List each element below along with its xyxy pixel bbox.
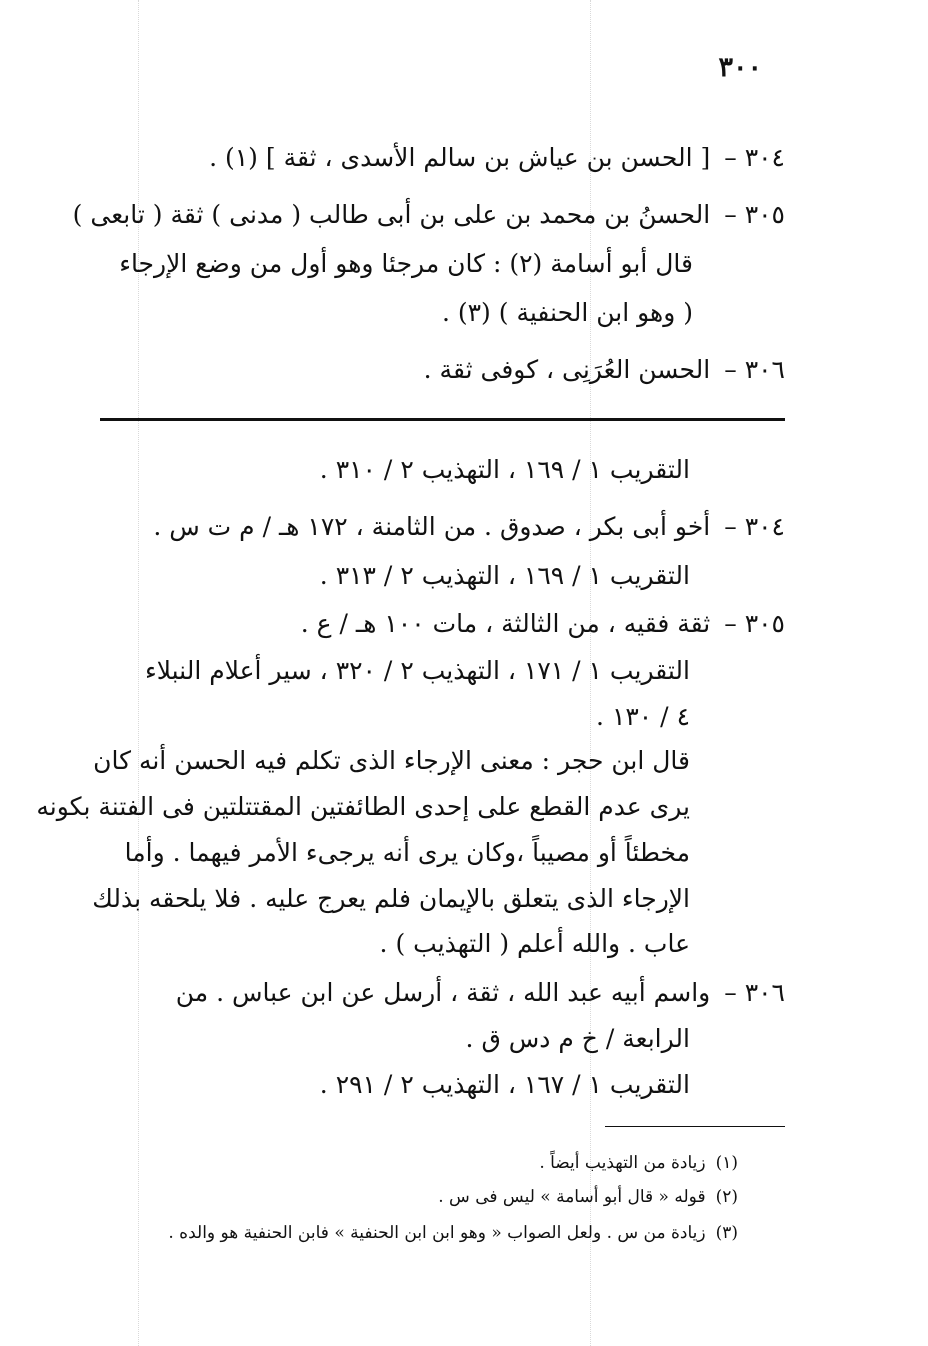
note-line <box>36 794 690 819</box>
footnote-2 <box>438 1189 738 1206</box>
entry-number: ٣٠٦ – <box>724 355 785 384</box>
note-line <box>320 563 690 588</box>
note-text: ثقة فقيه ، من الثالثة ، مات ١٠٠ هـ / ع . <box>300 609 711 638</box>
note-text: التقريب ١ / ١٦٧ ، التهذيب ٢ / ٢٩١ . <box>319 1070 690 1099</box>
footnote-1 <box>539 1155 738 1172</box>
entry-number: ٣٠٥ – <box>724 200 785 229</box>
note-text: مخطئاً أو مصيباً ،وكان يرى أنه يرجىء الأمر فيهما . وأما <box>124 838 690 867</box>
entry-number: ٣٠٥ – <box>724 609 785 638</box>
note-line <box>380 931 690 956</box>
note-line <box>466 1026 690 1051</box>
note-text: التقريب ١ / ١٦٩ ، التهذيب ٢ / ٣١٠ . <box>319 455 690 484</box>
main-line-305-cont-1 <box>119 251 693 276</box>
note-line <box>145 658 690 683</box>
main-line-304 <box>209 145 785 170</box>
note-text: الرابعة / خ م دس ق . <box>465 1024 690 1053</box>
note-line <box>320 457 690 482</box>
separator-rule <box>100 418 785 421</box>
note-text: الإرجاء الذى يتعلق بالإيمان فلم يعرج عليه . فلا يلحقه بذلك <box>92 884 690 913</box>
entry-text: الحسنُ بن محمد بن على بن أبى طالب ( مدنى ) ثقة ( تابعى ) <box>72 200 711 229</box>
entry-number: ٣٠٤ – <box>724 143 785 172</box>
footnote-3 <box>168 1225 738 1242</box>
note-text: قال ابن حجر : معنى الإرجاء الذى تكلم فيه الحسن أنه كان <box>93 746 690 775</box>
note-line <box>92 886 690 911</box>
note-line-306 <box>176 980 785 1005</box>
footnote-number: (٢) <box>715 1187 738 1207</box>
note-text: التقريب ١ / ١٧١ ، التهذيب ٢ / ٣٢٠ ، سير أعلام النبلاء <box>144 656 690 685</box>
note-line-305 <box>301 611 785 636</box>
note-text: يرى عدم القطع على إحدى الطائفتين المقتتلتين فى الفتنة بكونه <box>36 792 690 821</box>
note-text: التقريب ١ / ١٦٩ ، التهذيب ٢ / ٣١٣ . <box>319 561 690 590</box>
note-line <box>125 840 690 865</box>
main-line-306 <box>424 357 785 382</box>
note-text: عاب . والله أعلم ( التهذيب ) . <box>379 929 690 958</box>
entry-number: ٣٠٤ – <box>724 512 785 541</box>
entry-text: [ الحسن بن عياش بن سالم الأسدى ، ثقة ] (١) . <box>209 143 711 172</box>
entry-number: ٣٠٦ – <box>724 978 785 1007</box>
main-line-305 <box>73 202 785 227</box>
footnote-rule <box>605 1126 785 1127</box>
note-line-304 <box>153 514 785 539</box>
entry-text: قال أبو أسامة (٢) : كان مرجئا وهو أول من وضع الإرجاء <box>119 249 693 278</box>
footnote-text: قوله « قال أبو أسامة » ليس فى س . <box>438 1187 706 1207</box>
note-line <box>320 1072 690 1097</box>
entry-text: ( وهو ابن الحنفية ) (٣) . <box>441 298 693 327</box>
footnote-text: زيادة من س . ولعل الصواب « وهو ابن ابن الحنفية » فابن الحنفية هو والده . <box>168 1223 706 1243</box>
entry-text: الحسن العُرَنِى ، كوفى ثقة . <box>423 355 711 384</box>
footnote-number: (٣) <box>715 1223 738 1243</box>
note-text: ٤ / ١٣٠ . <box>596 702 690 731</box>
page-number: ٣٠٠ <box>718 52 762 83</box>
note-line <box>596 704 690 729</box>
footnote-text: زيادة من التهذيب أيضاً . <box>539 1153 706 1173</box>
main-line-305-cont-2 <box>442 300 693 325</box>
note-line <box>93 748 690 773</box>
footnote-number: (١) <box>715 1153 738 1173</box>
note-text: أخو أبى بكر ، صدوق . من الثامنة ، ١٧٢ هـ / م ت س . <box>153 512 711 541</box>
note-text: واسم أبيه عبد الله ، ثقة ، أرسل عن ابن عباس . من <box>175 978 711 1007</box>
